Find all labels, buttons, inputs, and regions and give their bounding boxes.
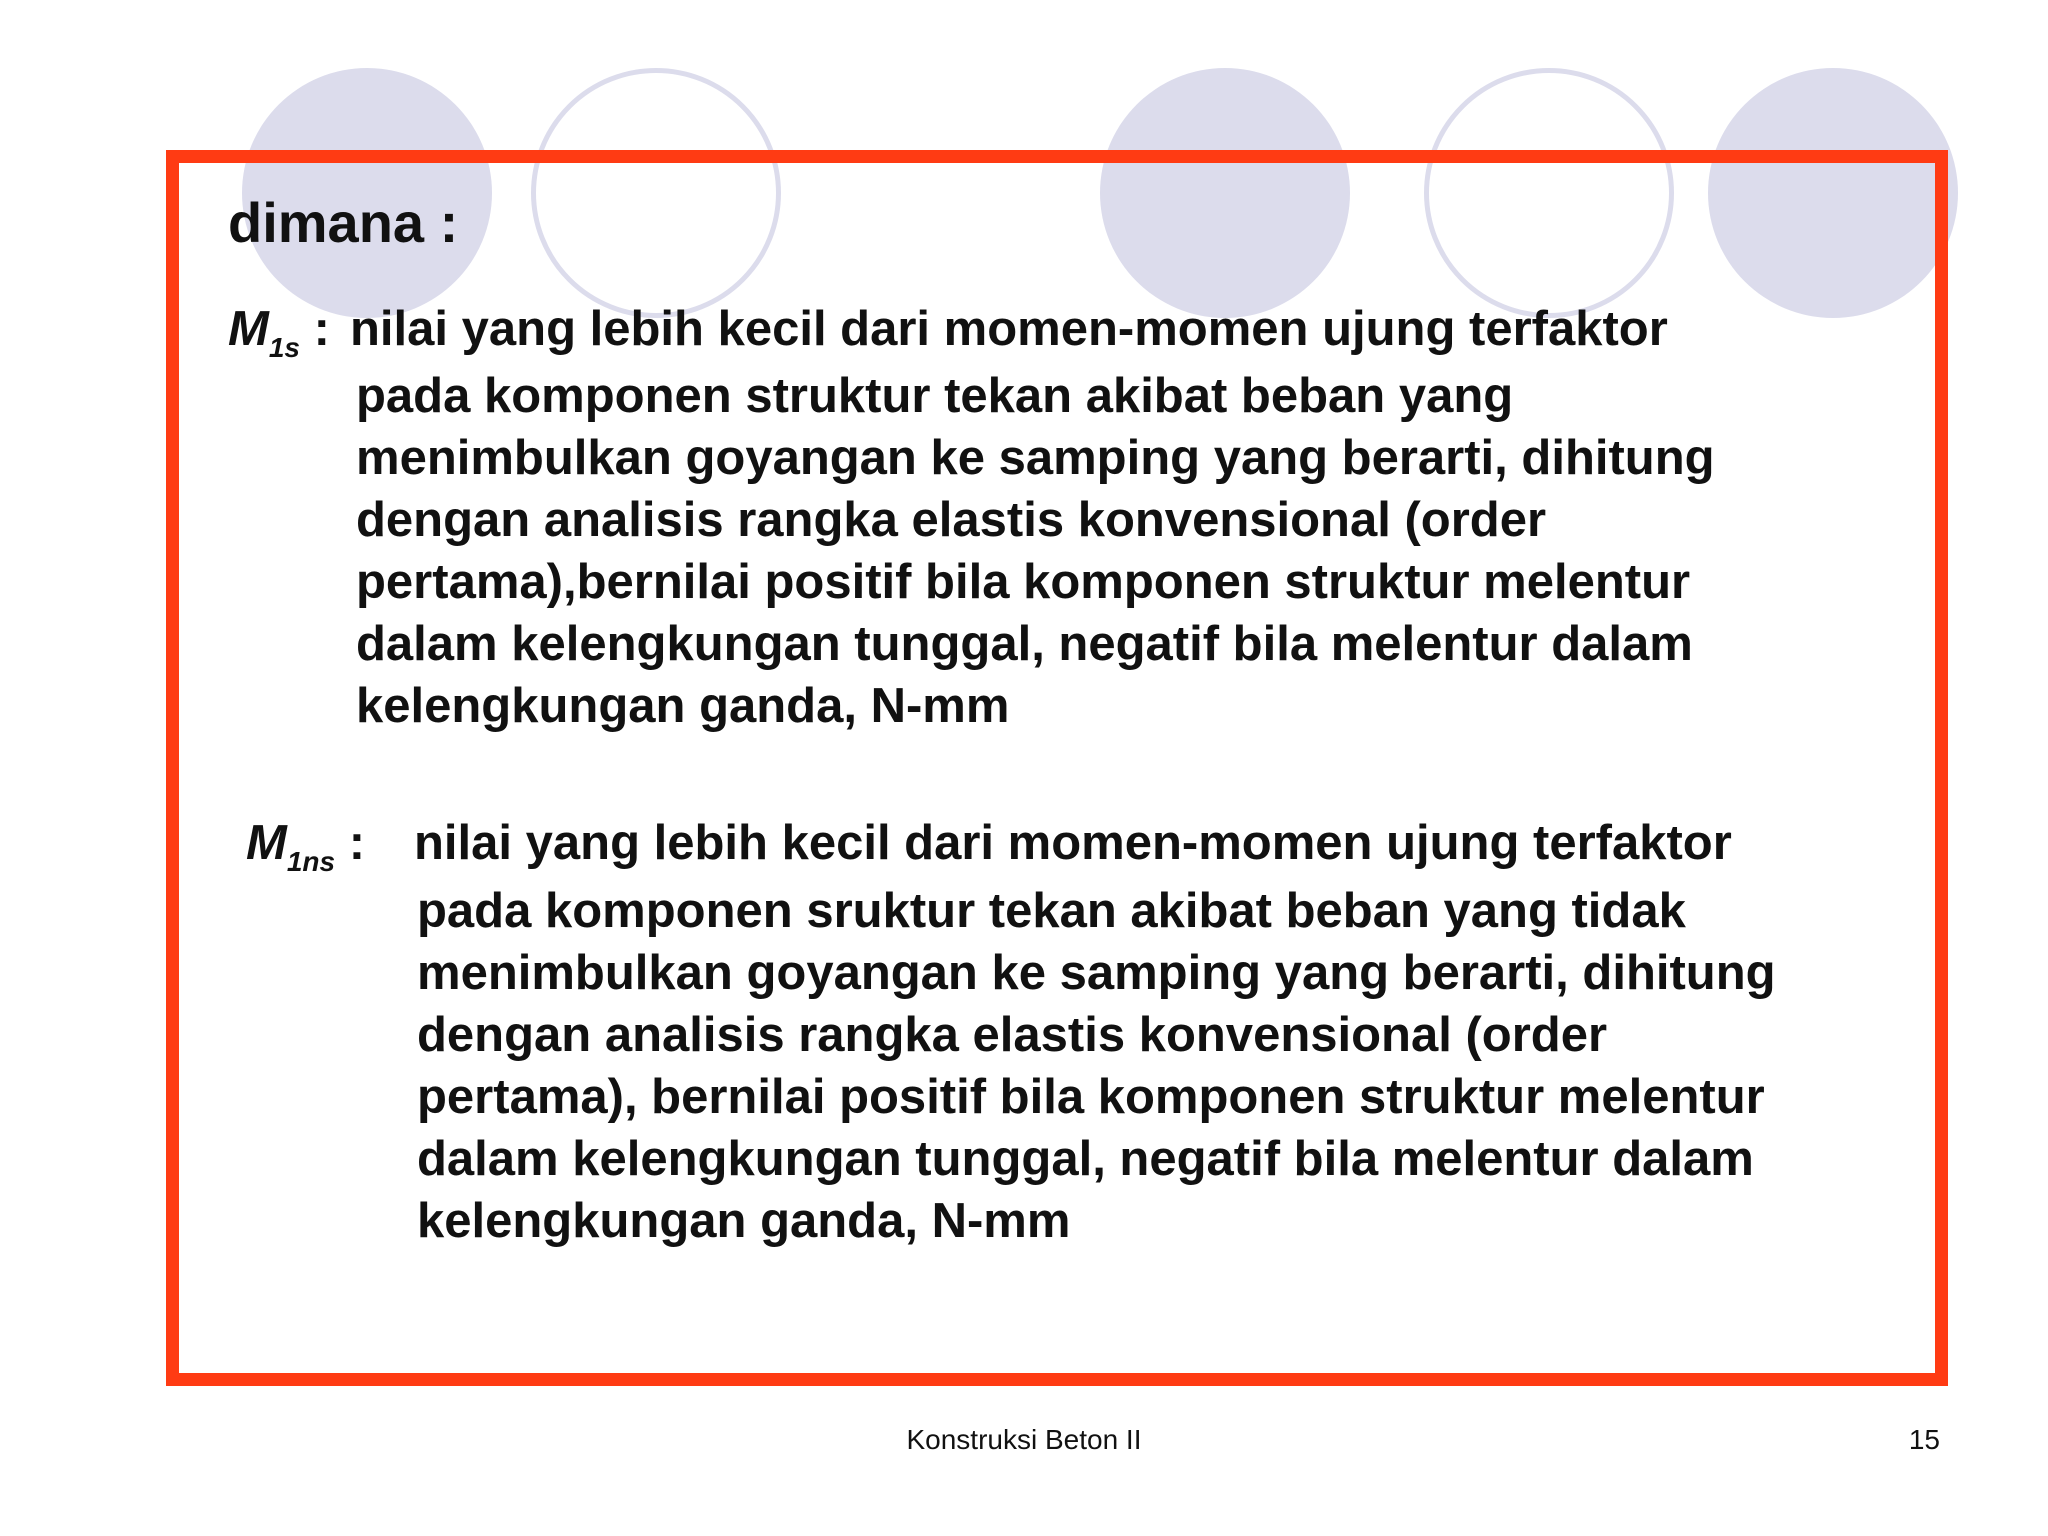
definition-line: menimbulkan goyangan ke samping yang berarti, dihitung xyxy=(356,431,1715,485)
term-subscript: 1ns xyxy=(286,846,336,877)
term-subscript: 1s xyxy=(268,332,300,363)
definition-line: dengan analisis rangka elastis konvensional (order xyxy=(417,1008,1608,1062)
definition-line: nilai yang lebih kecil dari momen-momen ujung terfaktor xyxy=(414,816,1732,870)
term-separator: : xyxy=(299,302,330,356)
definition-body-m1ns xyxy=(414,812,1732,874)
definition-line: nilai yang lebih kecil dari momen-momen ujung terfaktor xyxy=(350,302,1668,356)
definition-body-m1ns-cont xyxy=(417,880,1776,1252)
definition-line: pada komponen struktur tekan akibat beban yang xyxy=(356,369,1514,423)
definition-line: kelengkungan ganda, N-mm xyxy=(417,1194,1071,1248)
definition-line: dalam kelengkungan tunggal, negatif bila melentur dalam xyxy=(417,1132,1754,1186)
footer-title: Konstruksi Beton II xyxy=(906,1424,1142,1455)
definition-line: pertama),bernilai positif bila komponen struktur melentur xyxy=(356,555,1691,609)
definition-line: kelengkungan ganda, N-mm xyxy=(356,679,1010,733)
slide-heading: dimana : xyxy=(228,191,459,254)
definition-line: dalam kelengkungan tunggal, negatif bila melentur dalam xyxy=(356,617,1693,671)
term-separator: : xyxy=(335,816,366,870)
page-number: 15 xyxy=(1908,1424,1940,1455)
definition-line: dengan analisis rangka elastis konvensional (order xyxy=(356,493,1547,547)
definition-line: menimbulkan goyangan ke samping yang berarti, dihitung xyxy=(417,946,1776,1000)
definition-line: pertama), bernilai positif bila komponen struktur melentur xyxy=(417,1070,1765,1124)
definition-body-m1s xyxy=(350,298,1668,360)
definition-term-m1s xyxy=(228,298,330,363)
term-symbol: M xyxy=(228,302,269,356)
definition-body-m1s-cont xyxy=(356,365,1715,737)
term-symbol: M xyxy=(246,816,287,870)
definition-line: pada komponen sruktur tekan akibat beban yang tidak xyxy=(417,884,1686,938)
definition-term-m1ns xyxy=(246,812,366,877)
